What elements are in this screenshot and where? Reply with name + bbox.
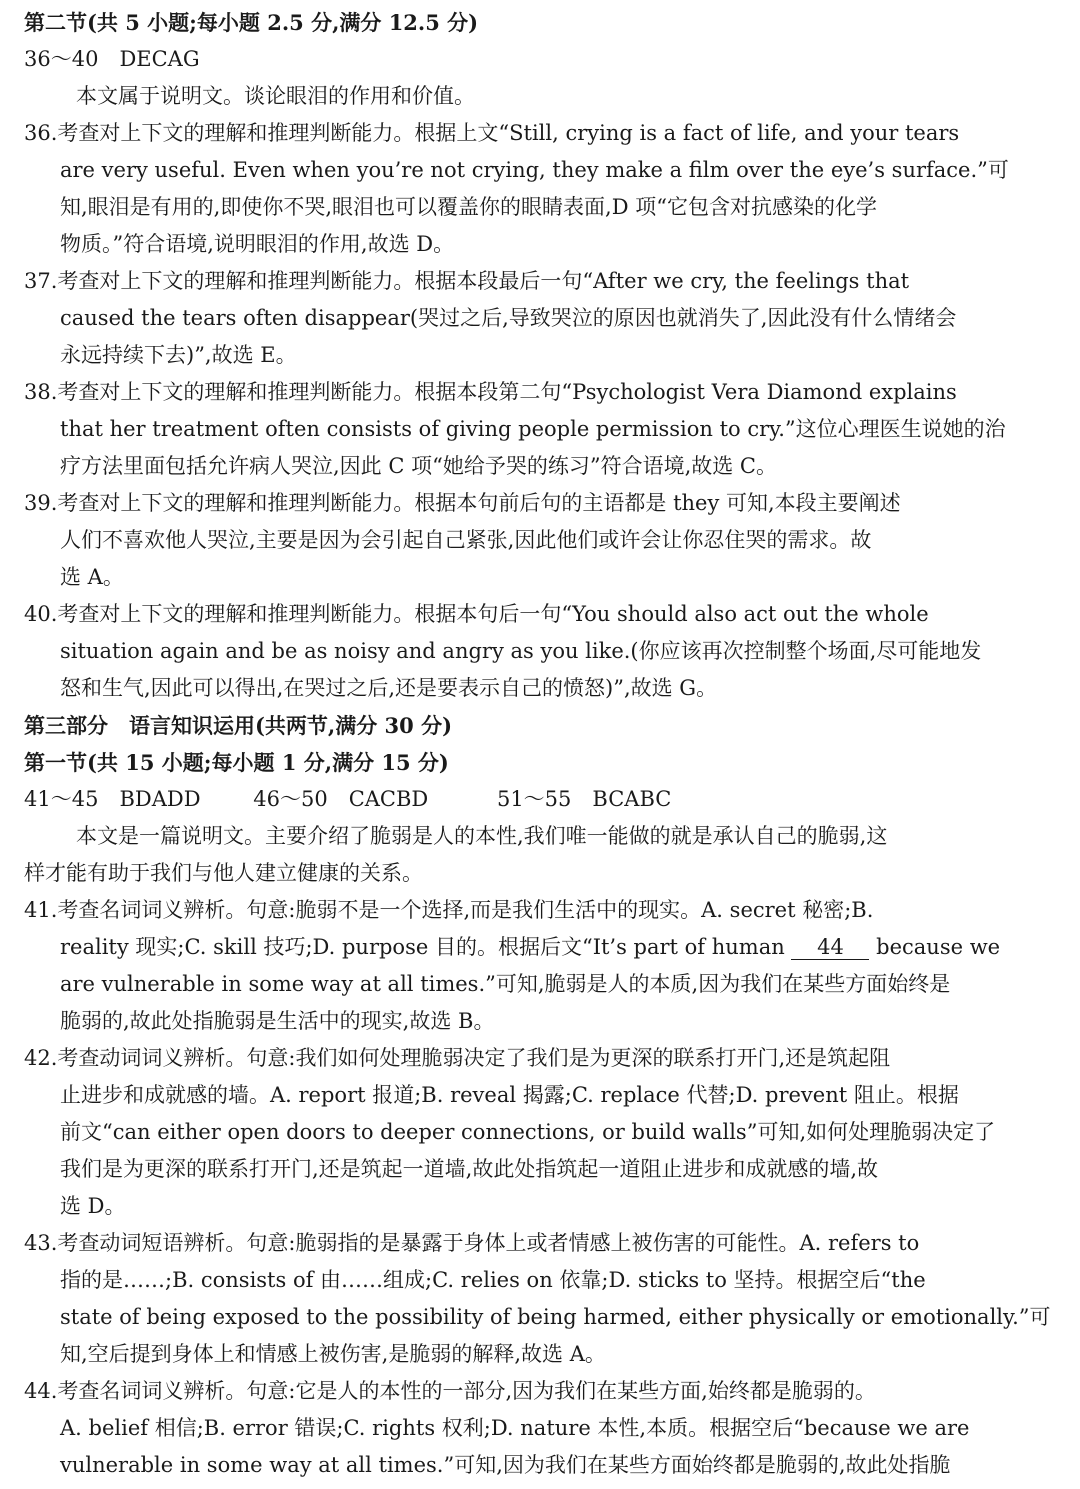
explanation-line: 44.考查名词词义辨析。句意:它是人的本性的一部分,因为我们在某些方面,始终都是脆弱的。 <box>24 1379 876 1403</box>
section-2-intro: 本文属于说明文。谈论眼泪的作用和价值。 <box>76 84 475 108</box>
explanation-line: 36.考查对上下文的理解和推理判断能力。根据上文“Still, crying is a fact of life, and your tears <box>24 121 960 145</box>
explanation-line: 37.考查对上下文的理解和推理判断能力。根据本段最后一句“After we cry, the feelings that <box>24 269 910 293</box>
answer-group: 41～45 BDADD <box>24 787 201 811</box>
explanation-line: 43.考查动词短语辨析。句意:脆弱指的是暴露于身体上或者情感上被伤害的可能性。A. refers to <box>24 1231 920 1255</box>
answer-group: 46～50 CACBD <box>253 787 429 811</box>
explanation-line: 人们不喜欢他人哭泣,主要是因为会引起自己紧张,因此他们或许会让你忍住哭的需求。故 <box>60 528 872 552</box>
explanation-line: 指的是……;B. consists of 由……组成;C. relies on 依靠;D. sticks to 坚持。根据空后“the <box>60 1268 926 1292</box>
explanation-text: because we <box>876 935 1001 959</box>
blank-number: 44 <box>791 935 869 960</box>
explanation-38 <box>24 374 1056 485</box>
section-2-answers: 36～40 DECAG <box>24 47 200 71</box>
part-3-intro <box>24 818 1056 892</box>
explanation-line: 42.考查动词词义辨析。句意:我们如何处理脆弱决定了我们是为更深的联系打开门,还是筑起阻 <box>24 1046 891 1070</box>
explanation-line: 脆弱的,故此处指脆弱是生活中的现实,故选 B。 <box>60 1009 495 1033</box>
explanation-44 <box>24 1373 1056 1484</box>
explanation-line: that her treatment often consists of giving people permission to cry.”这位心理医生说她的治 <box>60 417 1006 441</box>
explanation-line: 40.考查对上下文的理解和推理判断能力。根据本句后一句“You should also act out the whole <box>24 602 929 626</box>
explanation-line: are vulnerable in some way at all times.”可知,脆弱是人的本质,因为我们在某些方面始终是 <box>60 972 951 996</box>
explanation-line: state of being exposed to the possibility of being harmed, either physically or emotionally.”可 <box>60 1305 1051 1329</box>
explanation-line: 止进步和成就感的墙。A. report 报道;B. reveal 揭露;C. replace 代替;D. prevent 阻止。根据 <box>60 1083 959 1107</box>
explanation-40 <box>24 596 1056 707</box>
explanation-line: 我们是为更深的联系打开门,还是筑起一道墙,故此处指筑起一道阻止进步和成就感的墙,故 <box>60 1157 879 1181</box>
explanation-line: are very useful. Even when you’re not crying, they make a film over the eye’s surface.”可 <box>60 158 1009 182</box>
explanation-line: vulnerable in some way at all times.”可知,因为我们在某些方面始终都是脆弱的,故此处指脆 <box>60 1453 951 1477</box>
explanation-line: 41.考查名词词义辨析。句意:脆弱不是一个选择,而是我们生活中的现实。A. secret 秘密;B. <box>24 898 874 922</box>
explanation-line: 选 A。 <box>60 565 124 589</box>
explanation-line <box>24 929 1056 966</box>
explanation-41 <box>24 892 1056 1040</box>
explanation-43 <box>24 1225 1056 1373</box>
explanation-37 <box>24 263 1056 374</box>
explanation-text: reality 现实;C. skill 技巧;D. purpose 目的。根据后文“It’s part of human <box>60 935 785 959</box>
explanation-line: 前文“can either open doors to deeper connections, or build walls”可知,如何处理脆弱决定了 <box>60 1120 996 1144</box>
explanation-line: caused the tears often disappear(哭过之后,导致哭泣的原因也就消失了,因此没有什么情绪会 <box>60 306 957 330</box>
intro-line: 样才能有助于我们与他人建立健康的关系。 <box>24 861 423 885</box>
explanation-36 <box>24 115 1056 263</box>
explanation-line: 38.考查对上下文的理解和推理判断能力。根据本段第二句“Psychologist Vera Diamond explains <box>24 380 957 404</box>
explanation-line: 永远持续下去)”,故选 E。 <box>60 343 297 367</box>
intro-line: 本文是一篇说明文。主要介绍了脆弱是人的本性,我们唯一能做的就是承认自己的脆弱,这 <box>76 824 888 848</box>
explanation-line: 物质。”符合语境,说明眼泪的作用,故选 D。 <box>60 232 455 256</box>
explanation-line: 知,眼泪是有用的,即使你不哭,眼泪也可以覆盖你的眼睛表面,D 项“它包含对抗感染的化学 <box>60 195 877 219</box>
explanation-line: A. belief 相信;B. error 错误;C. rights 权利;D. nature 本性,本质。根据空后“because we are <box>60 1416 970 1440</box>
explanation-line: 怒和生气,因此可以得出,在哭过之后,还是要表示自己的愤怒)”,故选 G。 <box>60 676 718 700</box>
explanation-line: 疗方法里面包括允许病人哭泣,因此 C 项“她给予哭的练习”符合语境,故选 C。 <box>60 454 777 478</box>
explanation-line: 选 D。 <box>60 1194 126 1218</box>
part-3-heading: 第三部分 语言知识运用(共两节,满分 30 分) <box>24 713 453 738</box>
explanation-39 <box>24 485 1056 596</box>
explanation-line: situation again and be as noisy and angry as you like.(你应该再次控制整个场面,尽可能地发 <box>60 639 982 663</box>
explanation-42 <box>24 1040 1056 1225</box>
explanation-line: 知,空后提到身体上和情感上被伤害,是脆弱的解释,故选 A。 <box>60 1342 606 1366</box>
answer-group: 51～55 BCABC <box>496 787 672 811</box>
part-3-answers <box>24 781 1056 818</box>
explanation-line: 39.考查对上下文的理解和推理判断能力。根据本句前后句的主语都是 they 可知,本段主要阐述 <box>24 491 901 515</box>
section-2-heading: 第二节(共 5 小题;每小题 2.5 分,满分 12.5 分) <box>24 10 479 35</box>
part-3-section-1-heading: 第一节(共 15 小题;每小题 1 分,满分 15 分) <box>24 750 449 775</box>
